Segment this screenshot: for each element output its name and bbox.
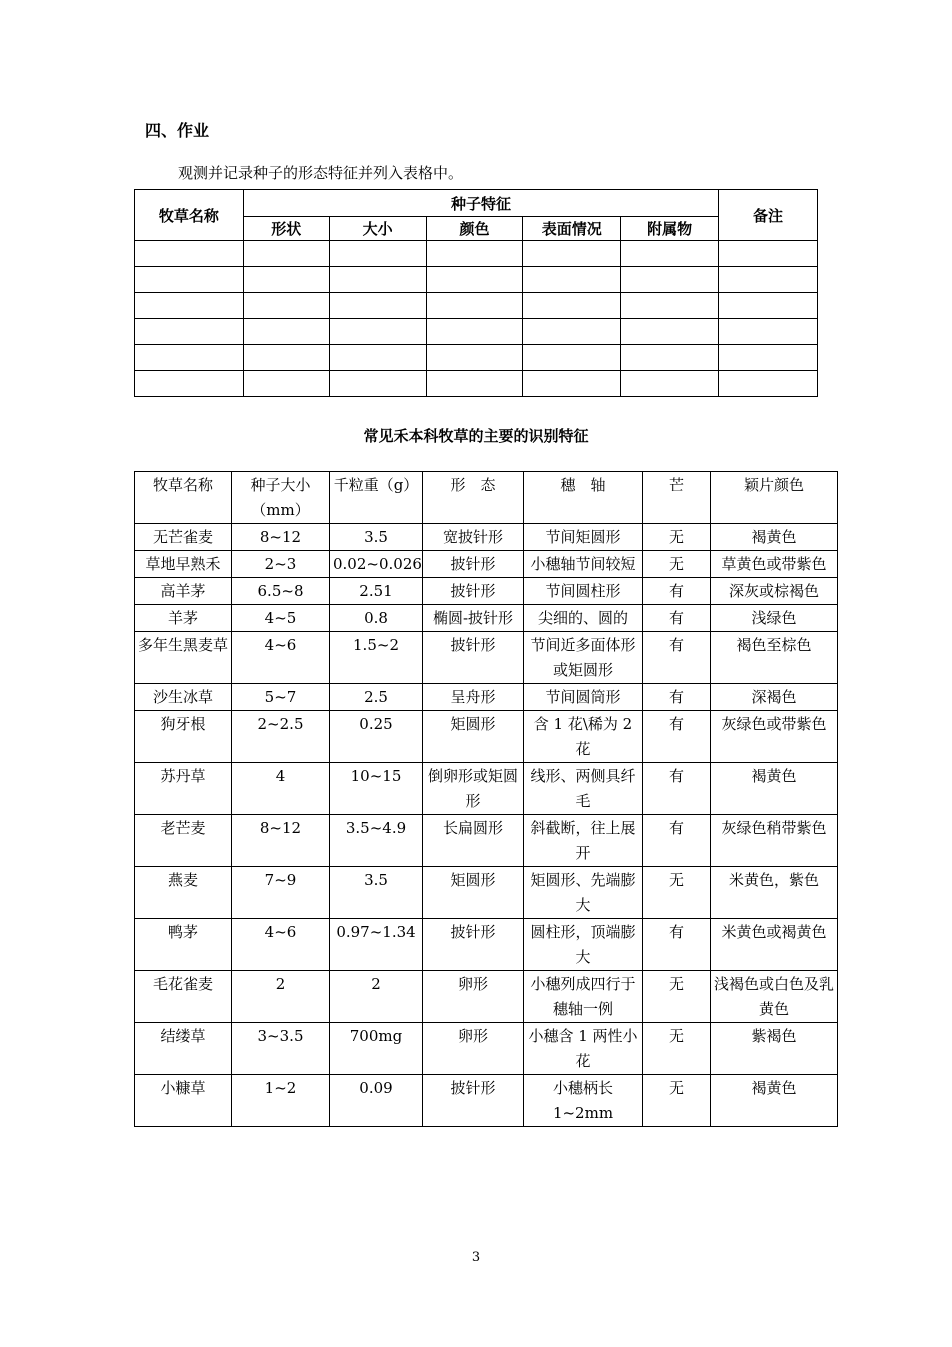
id-table-cell: 矩圆形、先端膨大 [524, 867, 643, 919]
id-table-cell: 沙生冰草 [135, 684, 232, 711]
id-table-cell: 3.5~4.9 [330, 815, 423, 867]
id-table-cell: 褐黄色 [711, 524, 838, 551]
id-table-cell: 2.51 [330, 578, 423, 605]
id-table-cell: 2~2.5 [232, 711, 330, 763]
record-empty-cell [135, 267, 244, 293]
record-empty-cell [523, 319, 621, 345]
record-subcol: 形状 [243, 217, 329, 241]
record-subcol: 大小 [329, 217, 426, 241]
id-table-cell: 有 [643, 919, 711, 971]
record-empty-cell [329, 241, 426, 267]
id-table-cell: 矩圆形 [423, 867, 524, 919]
id-table-header-row [135, 472, 838, 524]
id-table-row [135, 763, 838, 815]
record-empty-cell [426, 293, 523, 319]
record-empty-cell [621, 345, 719, 371]
id-table-cell: 小穗含 1 两性小花 [524, 1023, 643, 1075]
id-table-cell: 椭圆-披针形 [423, 605, 524, 632]
id-table-cell: 2~3 [232, 551, 330, 578]
id-table-cell: 斜截断，往上展开 [524, 815, 643, 867]
record-empty-cell [621, 319, 719, 345]
id-table-cell: 长扁圆形 [423, 815, 524, 867]
id-table-cell: 倒卵形或矩圆形 [423, 763, 524, 815]
record-empty-cell [719, 267, 818, 293]
id-table-cell: 老芒麦 [135, 815, 232, 867]
id-table-cell: 8~12 [232, 524, 330, 551]
id-table-cell: 无 [643, 1023, 711, 1075]
record-empty-cell [135, 345, 244, 371]
id-table-cell: 4~6 [232, 919, 330, 971]
record-empty-cell [621, 241, 719, 267]
id-table-cell: 狗牙根 [135, 711, 232, 763]
record-empty-cell [523, 345, 621, 371]
id-table-row [135, 578, 838, 605]
id-table-row [135, 524, 838, 551]
id-table-cell: 有 [643, 605, 711, 632]
id-table-cell: 草黄色或带紫色 [711, 551, 838, 578]
record-empty-cell [329, 371, 426, 397]
id-table-cell: 10~15 [330, 763, 423, 815]
id-table-cell: 无 [643, 551, 711, 578]
record-empty-row [135, 267, 818, 293]
id-table-cell: 无 [643, 971, 711, 1023]
id-table-cell: 灰绿色稍带紫色 [711, 815, 838, 867]
record-empty-cell [426, 241, 523, 267]
id-table-cell: 线形、两侧具纤毛 [524, 763, 643, 815]
record-empty-row [135, 241, 818, 267]
record-subcol: 附属物 [621, 217, 719, 241]
id-table-cell: 深褐色 [711, 684, 838, 711]
id-table-cell: 3~3.5 [232, 1023, 330, 1075]
id-table-cell: 无芒雀麦 [135, 524, 232, 551]
id-table-cell: 披针形 [423, 632, 524, 684]
record-empty-row [135, 319, 818, 345]
id-table-row [135, 815, 838, 867]
id-table-cell: 圆柱形，顶端膨大 [524, 919, 643, 971]
id-table-row [135, 605, 838, 632]
id-table-row [135, 919, 838, 971]
record-col-name: 牧草名称 [135, 190, 244, 241]
id-table-cell: 浅褐色或白色及乳黄色 [711, 971, 838, 1023]
id-table-cell: 6.5~8 [232, 578, 330, 605]
id-table-row [135, 867, 838, 919]
id-table-cell: 节间近多面体形或矩圆形 [524, 632, 643, 684]
id-header-cell: 芒 [643, 472, 711, 524]
id-table-cell: 褐黄色 [711, 1075, 838, 1127]
record-subcol: 表面情况 [523, 217, 621, 241]
id-table-cell: 羊茅 [135, 605, 232, 632]
id-table-cell: 3.5 [330, 524, 423, 551]
record-col-note: 备注 [719, 190, 818, 241]
record-empty-cell [523, 371, 621, 397]
id-table-cell: 有 [643, 578, 711, 605]
id-table-row [135, 684, 838, 711]
record-empty-cell [329, 267, 426, 293]
record-empty-cell [329, 293, 426, 319]
id-table-cell: 0.09 [330, 1075, 423, 1127]
id-table-cell: 节间矩圆形 [524, 524, 643, 551]
record-subcol: 颜色 [426, 217, 523, 241]
section-heading: 四、作业 [145, 121, 210, 140]
id-table-cell: 4 [232, 763, 330, 815]
id-table-cell: 披针形 [423, 1075, 524, 1127]
id-header-cell: 种子大小（mm） [232, 472, 330, 524]
id-table-cell: 2 [232, 971, 330, 1023]
record-empty-cell [426, 267, 523, 293]
id-header-cell: 牧草名称 [135, 472, 232, 524]
record-empty-cell [243, 345, 329, 371]
record-empty-cell [621, 293, 719, 319]
record-table [134, 189, 818, 397]
id-table-cell: 8~12 [232, 815, 330, 867]
id-table-cell: 无 [643, 867, 711, 919]
record-empty-cell [135, 241, 244, 267]
intro-text: 观测并记录种子的形态特征并列入表格中。 [178, 164, 464, 182]
record-empty-cell [426, 371, 523, 397]
id-table-cell: 浅绿色 [711, 605, 838, 632]
id-table-cell: 有 [643, 632, 711, 684]
record-empty-cell [719, 371, 818, 397]
record-empty-cell [243, 293, 329, 319]
id-table-row [135, 1023, 838, 1075]
id-table [134, 471, 838, 1127]
id-table-cell: 2 [330, 971, 423, 1023]
id-table-cell: 小糠草 [135, 1075, 232, 1127]
record-empty-cell [135, 319, 244, 345]
record-empty-cell [621, 371, 719, 397]
id-table-cell: 节间圆柱形 [524, 578, 643, 605]
id-table-cell: 0.8 [330, 605, 423, 632]
record-empty-cell [426, 319, 523, 345]
id-table-cell: 3.5 [330, 867, 423, 919]
id-table-cell: 有 [643, 711, 711, 763]
record-empty-cell [426, 345, 523, 371]
table-caption: 常见禾本科牧草的主要的识别特征 [363, 427, 589, 445]
id-table-cell: 1~2 [232, 1075, 330, 1127]
id-table-cell: 无 [643, 1075, 711, 1127]
id-table-cell: 呈舟形 [423, 684, 524, 711]
id-header-cell: 千粒重（g） [330, 472, 423, 524]
id-header-cell: 形 态 [423, 472, 524, 524]
page-number: 3 [471, 1250, 481, 1265]
id-table-cell: 5~7 [232, 684, 330, 711]
id-table-row [135, 1075, 838, 1127]
id-table-cell: 深灰或棕褐色 [711, 578, 838, 605]
record-empty-cell [719, 345, 818, 371]
id-table-cell: 褐色至棕色 [711, 632, 838, 684]
id-table-cell: 紫褐色 [711, 1023, 838, 1075]
id-table-row [135, 971, 838, 1023]
id-table-cell: 多年生黑麦草 [135, 632, 232, 684]
record-empty-cell [135, 371, 244, 397]
id-table-cell: 有 [643, 763, 711, 815]
record-empty-row [135, 345, 818, 371]
record-empty-cell [719, 293, 818, 319]
record-empty-cell [243, 319, 329, 345]
record-empty-cell [329, 345, 426, 371]
id-table-cell: 结缕草 [135, 1023, 232, 1075]
id-table-cell: 4~6 [232, 632, 330, 684]
id-table-cell: 高羊茅 [135, 578, 232, 605]
id-table-cell: 2.5 [330, 684, 423, 711]
id-table-cell: 0.25 [330, 711, 423, 763]
id-table-cell: 有 [643, 815, 711, 867]
id-table-cell: 鸭茅 [135, 919, 232, 971]
id-table-row [135, 551, 838, 578]
record-empty-cell [719, 319, 818, 345]
record-empty-row [135, 293, 818, 319]
record-empty-row [135, 371, 818, 397]
id-table-cell: 宽披针形 [423, 524, 524, 551]
id-table-row [135, 711, 838, 763]
id-table-cell: 小穗列成四行于穗轴一例 [524, 971, 643, 1023]
record-empty-cell [719, 241, 818, 267]
record-empty-cell [243, 241, 329, 267]
id-table-cell: 披针形 [423, 551, 524, 578]
id-table-cell: 1.5~2 [330, 632, 423, 684]
id-table-cell: 卵形 [423, 1023, 524, 1075]
id-table-cell: 0.02~0.026 [330, 551, 423, 578]
record-empty-cell [523, 267, 621, 293]
id-table-cell: 披针形 [423, 919, 524, 971]
record-empty-cell [523, 293, 621, 319]
record-empty-cell [523, 241, 621, 267]
id-table-cell: 米黄色或褐黄色 [711, 919, 838, 971]
id-table-cell: 矩圆形 [423, 711, 524, 763]
id-table-cell: 小穗轴节间较短 [524, 551, 643, 578]
record-empty-cell [621, 267, 719, 293]
id-table-cell: 节间圆筒形 [524, 684, 643, 711]
id-table-cell: 无 [643, 524, 711, 551]
record-empty-cell [135, 293, 244, 319]
id-header-cell: 穗 轴 [524, 472, 643, 524]
record-group-label: 种子特征 [243, 190, 718, 217]
record-empty-cell [329, 319, 426, 345]
id-header-cell: 颖片颜色 [711, 472, 838, 524]
id-table-cell: 7~9 [232, 867, 330, 919]
id-table-cell: 苏丹草 [135, 763, 232, 815]
id-table-cell: 4~5 [232, 605, 330, 632]
id-table-cell: 草地早熟禾 [135, 551, 232, 578]
id-table-cell: 700mg [330, 1023, 423, 1075]
id-table-cell: 尖细的、圆的 [524, 605, 643, 632]
id-table-cell: 灰绿色或带紫色 [711, 711, 838, 763]
id-table-cell: 小穗柄长 1~2mm [524, 1075, 643, 1127]
id-table-row [135, 632, 838, 684]
record-empty-cell [243, 371, 329, 397]
id-table-cell: 有 [643, 684, 711, 711]
id-table-cell: 燕麦 [135, 867, 232, 919]
record-empty-cell [243, 267, 329, 293]
id-table-cell: 毛花雀麦 [135, 971, 232, 1023]
id-table-cell: 褐黄色 [711, 763, 838, 815]
id-table-cell: 卵形 [423, 971, 524, 1023]
id-table-cell: 含 1 花\稀为 2 花 [524, 711, 643, 763]
id-table-cell: 披针形 [423, 578, 524, 605]
id-table-cell: 0.97~1.34 [330, 919, 423, 971]
id-table-cell: 米黄色，紫色 [711, 867, 838, 919]
